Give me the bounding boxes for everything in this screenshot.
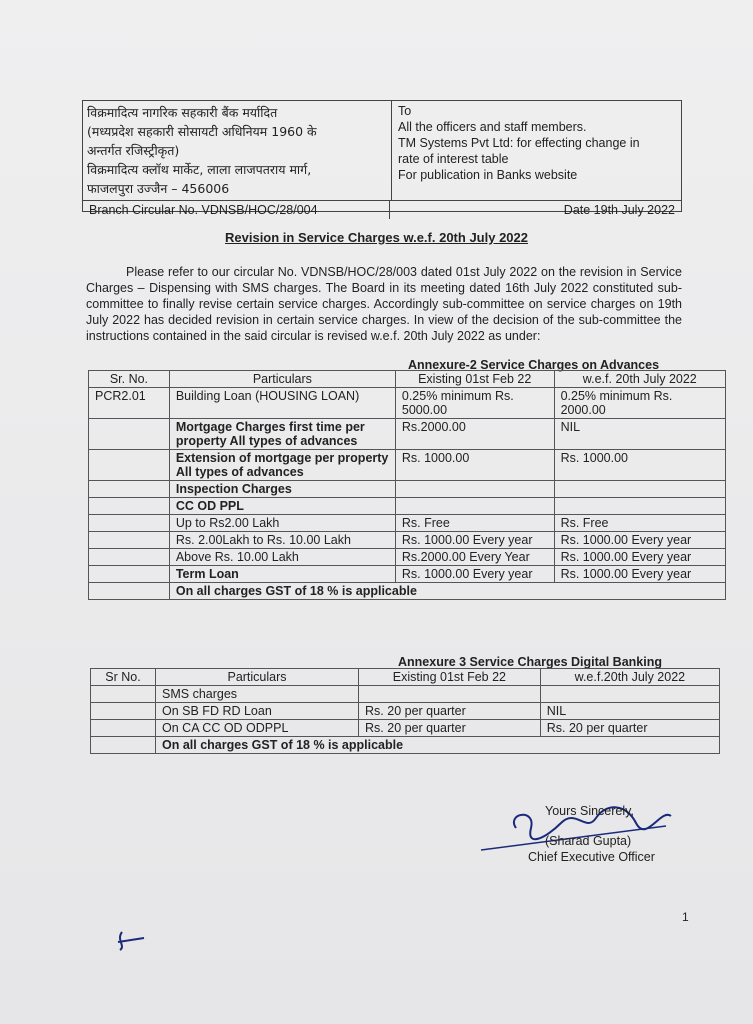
initial-mark (114, 928, 150, 952)
annex2-header-cell: Particulars (169, 371, 395, 388)
table-cell (89, 566, 170, 583)
table-cell: Rs. 1000.00 Every year (554, 549, 725, 566)
annex3-header-cell: Particulars (156, 669, 359, 686)
table-row (91, 686, 720, 703)
annex3-table (90, 668, 720, 754)
table-cell: Rs. Free (554, 515, 725, 532)
table-cell: Inspection Charges (169, 481, 395, 498)
recipient-line: For publication in Banks website (398, 168, 578, 182)
table-cell (89, 515, 170, 532)
table-cell: Up to Rs2.00 Lakh (169, 515, 395, 532)
annex2-caption: Annexure-2 Service Charges on Advances (408, 358, 660, 372)
table-cell: Rs.2000.00 (395, 419, 554, 450)
table-cell (89, 450, 170, 481)
annex3-caption: Annexure 3 Service Charges Digital Banking (398, 655, 662, 669)
table-cell (89, 419, 170, 450)
bank-line: फाजलपुरा उज्जैन – 456006 (87, 181, 230, 196)
table-cell: Building Loan (HOUSING LOAN) (169, 388, 395, 419)
table-cell: Mortgage Charges first time per property All types of advances (169, 419, 395, 450)
table-cell: Above Rs. 10.00 Lakh (169, 549, 395, 566)
recipient-line: rate of interest table (398, 152, 509, 166)
annex2-header-cell: Existing 01st Feb 22 (395, 371, 554, 388)
table-row (89, 450, 726, 481)
table-row (89, 388, 726, 419)
recipients (392, 101, 681, 200)
table-cell: Rs. 2.00Lakh to Rs. 10.00 Lakh (169, 532, 395, 549)
table-row (89, 532, 726, 549)
recipient-line: TM Systems Pvt Ltd: for effecting change in (398, 136, 640, 150)
circular-date: Date 19th July 2022 (563, 203, 675, 217)
signatory-name: (Sharad Gupta) (545, 834, 632, 848)
table-row (91, 737, 720, 754)
bank-address (83, 101, 392, 200)
table-cell (395, 498, 554, 515)
table-cell (91, 686, 156, 703)
table-cell (395, 481, 554, 498)
circular-number: Branch Circular No. VDNSB/HOC/28/004 (83, 201, 390, 219)
table-cell: Rs.2000.00 Every Year (395, 549, 554, 566)
table-cell: 0.25% minimum Rs. 2000.00 (554, 388, 725, 419)
document-title: Revision in Service Charges w.e.f. 20th July 2022 (225, 230, 528, 245)
annex3-header-cell: Sr No. (91, 669, 156, 686)
annex3-header-cell: Existing 01st Feb 22 (359, 669, 541, 686)
table-cell: Rs. Free (395, 515, 554, 532)
table-row (91, 720, 720, 737)
table-cell: Rs. 1000.00 (395, 450, 554, 481)
table-row (89, 583, 726, 600)
table-cell (91, 720, 156, 737)
header-box (82, 100, 682, 217)
recipient-line: To (398, 104, 412, 118)
table-row (89, 566, 726, 583)
table-cell (89, 498, 170, 515)
page-number: 1 (682, 910, 689, 924)
table-cell: Rs. 20 per quarter (540, 720, 719, 737)
table-cell (89, 549, 170, 566)
bank-line: अन्तर्गत रजिस्ट्रीकृत) (87, 143, 180, 158)
table-row (91, 703, 720, 720)
table-cell: NIL (540, 703, 719, 720)
table-cell: Term Loan (169, 566, 395, 583)
table-cell (359, 686, 541, 703)
table-cell (540, 686, 719, 703)
table-cell: On SB FD RD Loan (156, 703, 359, 720)
table-row (89, 481, 726, 498)
gst-note: On all charges GST of 18 % is applicable (156, 737, 720, 754)
annex2-table (88, 370, 726, 600)
table-cell: Rs. 20 per quarter (359, 720, 541, 737)
table-cell: Rs. 20 per quarter (359, 703, 541, 720)
table-cell (91, 703, 156, 720)
table-cell: SMS charges (156, 686, 359, 703)
table-cell: Extension of mortgage per property All types of advances (169, 450, 395, 481)
gst-note: On all charges GST of 18 % is applicable (169, 583, 725, 600)
table-cell: NIL (554, 419, 725, 450)
closing: Yours Sincerely, (545, 804, 634, 818)
table-cell: Rs. 1000.00 Every year (554, 532, 725, 549)
annex2-header-cell: w.e.f. 20th July 2022 (554, 371, 725, 388)
table-cell: PCR2.01 (89, 388, 170, 419)
table-cell (89, 532, 170, 549)
table-cell: Rs. 1000.00 Every year (395, 566, 554, 583)
table-cell: 0.25% minimum Rs. 5000.00 (395, 388, 554, 419)
recipient-line: All the officers and staff members. (398, 120, 587, 134)
table-cell (89, 481, 170, 498)
bank-line: विक्रमादित्य नागरिक सहकारी बैंक मर्यादित (87, 105, 278, 120)
table-cell (554, 498, 725, 515)
body-text: Please refer to our circular No. VDNSB/HOC/28/003 dated 01st July 2022 on the revision in Service Charges – Dispensing with SMS charges. The Board in its meeting dated 16th July 2022 constituted sub-committee to finally revise certain service charges. Accordingly sub-committee on service charges on 19th July 2022 has decided revision in certain service charges. In view of the decision of the sub-committee the instructions contained in the said circular is revised w.e.f. 20th July 2022 as under: (86, 265, 682, 343)
table-cell (89, 583, 170, 600)
table-row (89, 498, 726, 515)
annex2-header-cell: Sr. No. (89, 371, 170, 388)
table-cell (554, 481, 725, 498)
signatory-designation: Chief Executive Officer (528, 850, 655, 864)
body-paragraph (86, 264, 682, 344)
bank-line: (मध्यप्रदेश सहकारी सोसायटी अधिनियम 1960 के (87, 124, 317, 139)
table-cell: Rs. 1000.00 Every year (554, 566, 725, 583)
table-cell: Rs. 1000.00 (554, 450, 725, 481)
annex3-header-cell: w.e.f.20th July 2022 (540, 669, 719, 686)
table-row (89, 419, 726, 450)
table-cell: CC OD PPL (169, 498, 395, 515)
bank-line: विक्रमादित्य क्लॉथ मार्केट, लाला लाजपतराय मार्ग, (87, 162, 312, 177)
table-cell (91, 737, 156, 754)
table-row (89, 549, 726, 566)
table-cell: Rs. 1000.00 Every year (395, 532, 554, 549)
table-cell: On CA CC OD ODPPL (156, 720, 359, 737)
table-row (89, 515, 726, 532)
